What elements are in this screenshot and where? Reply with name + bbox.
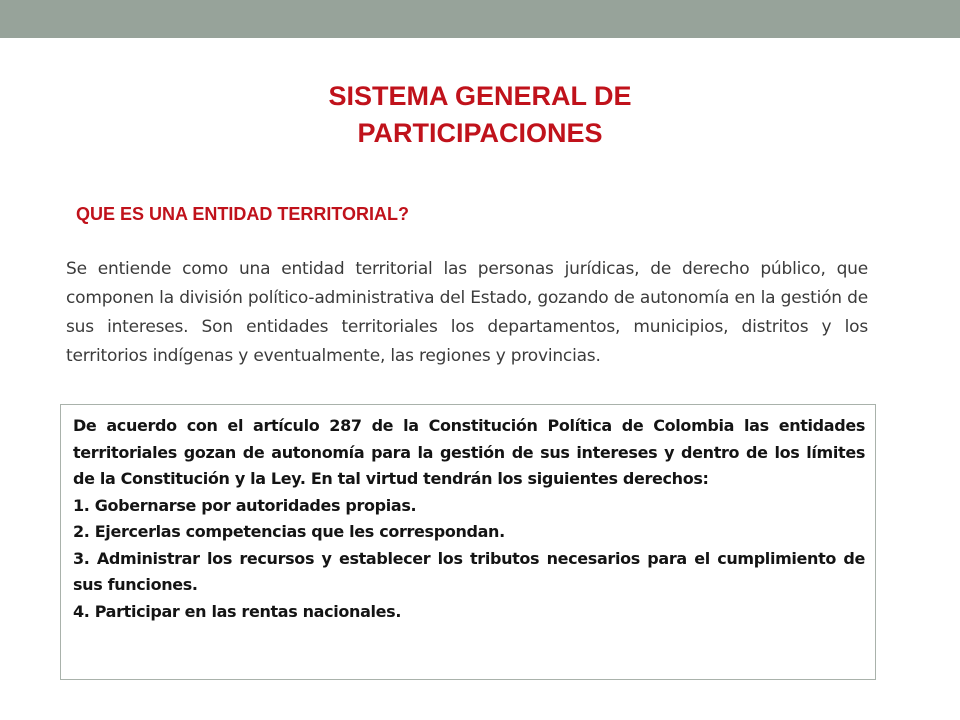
slide-title-line-2: PARTICIPACIONES (357, 118, 603, 148)
rights-list-item: 1. Gobernarse por autoridades propias. (73, 495, 417, 515)
rights-list-item: 4. Participar en las rentas nacionales. (73, 601, 402, 621)
section-heading: QUE ES UNA ENTIDAD TERRITORIAL? (76, 204, 410, 224)
slide-title-line-1: SISTEMA GENERAL DE (328, 81, 632, 111)
definition-paragraph: Se entiende como una entidad territorial las personas jurídicas, de derecho público, que componen la división político-administrativa del Estado, gozando de autonomía en la gestión de sus intereses. Son entidades territoriales los departamentos, municipios, distritos y los territorios indígenas y eventualmente, las regiones y provincias. (66, 259, 868, 366)
slide-title (230, 78, 730, 152)
top-accent-bar (0, 0, 960, 38)
rights-list-item: 3. Administrar los recursos y establecer los tributos necesarios para el cumplimiento de sus funciones. (73, 548, 865, 594)
rights-list-item: 2. Ejercerlas competencias que les correspondan. (73, 522, 505, 541)
rights-list (73, 493, 865, 626)
rights-intro: De acuerdo con el artículo 287 de la Constitución Política de Colombia las entidades territoriales gozan de autonomía para la gestión de sus intereses y dentro de los límites de la Constitución y la Ley. En tal virtud tendrán los siguientes derechos: (73, 416, 865, 488)
rights-text-box (60, 404, 876, 680)
